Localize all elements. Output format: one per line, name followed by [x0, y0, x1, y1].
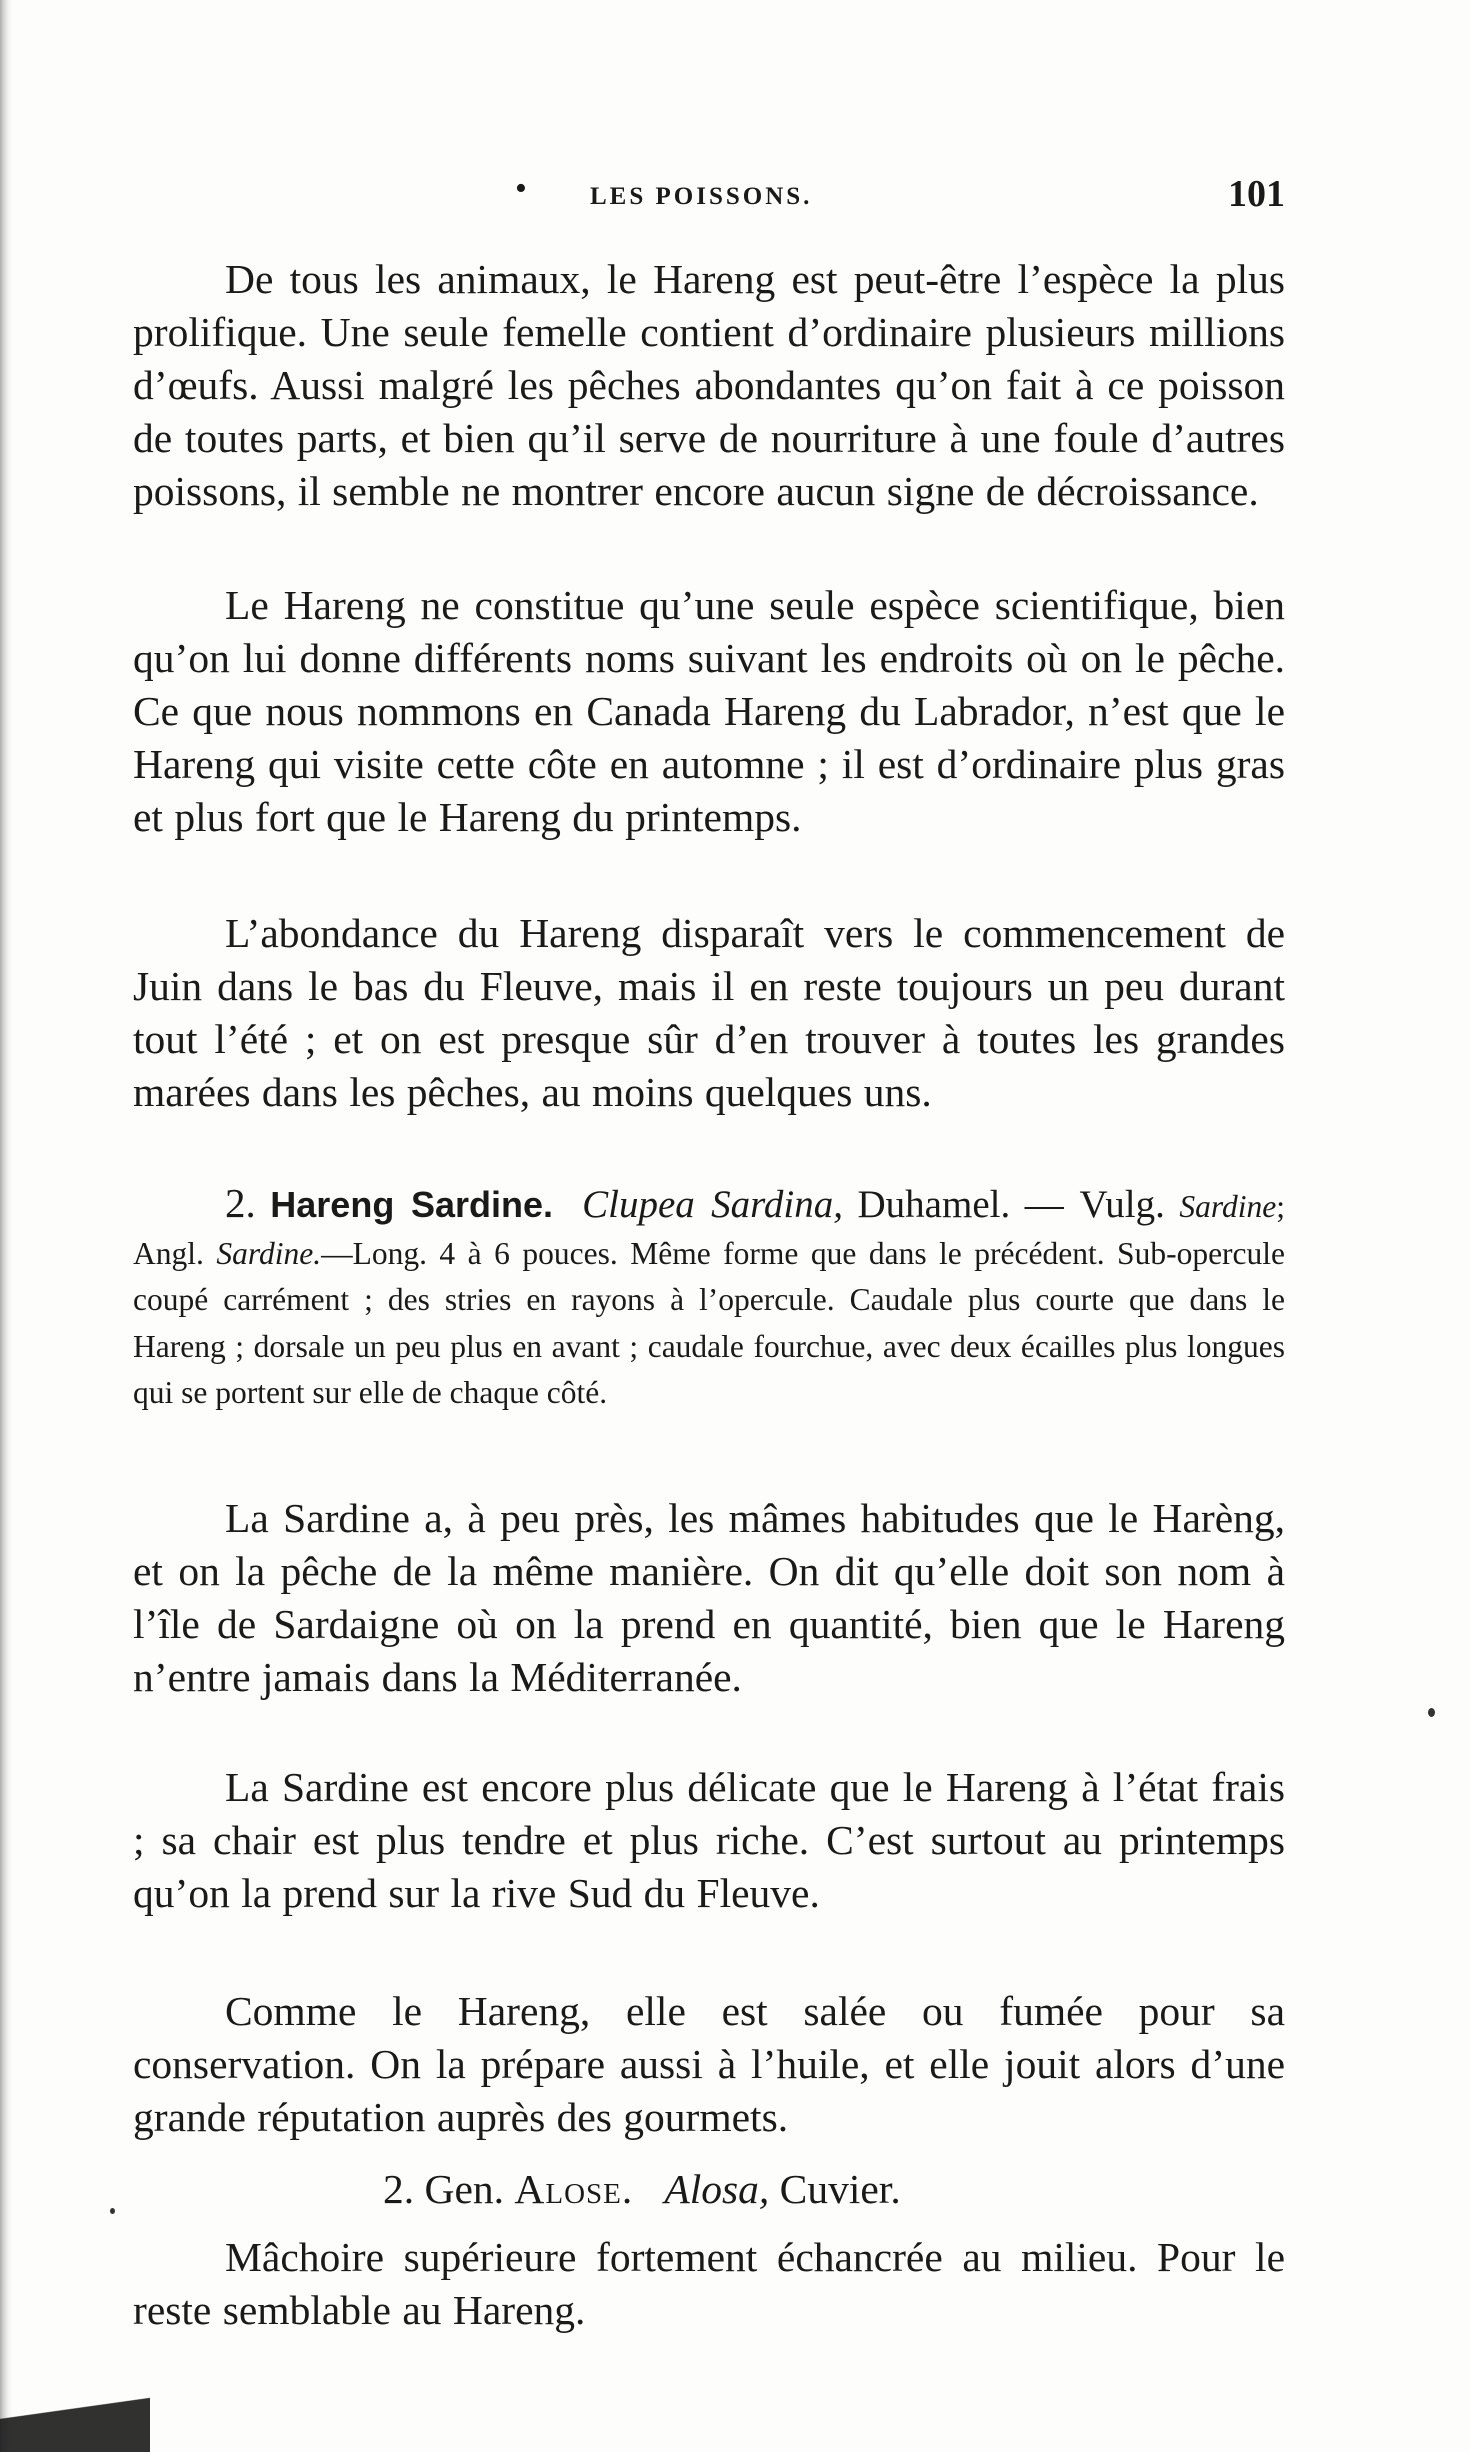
body-block-6 [133, 1985, 1285, 2144]
paragraph-herring-species: Le Hareng ne constitue qu’une seule espèce scientifique, bien qu’on lui donne différents noms suivant les endroits où on le pêche. Ce que nous nommons en Canada Hareng du Labrador, n’est que le Hareng qui visite cette côte en automne ; il est d’ordinaire plus gras et plus fort que le Hareng du printemps. [133, 582, 1285, 840]
body-block-1 [133, 253, 1285, 518]
body-block-4 [133, 1492, 1285, 1704]
ink-speck [1428, 1708, 1435, 1717]
vulgar-prefix: — Vulg. [1024, 1183, 1165, 1226]
genus-heading-alose [133, 2163, 1285, 2216]
paragraph-sardine-delicate: La Sardine est encore plus délicate que le Hareng à l’état frais ; sa chair est plus tendre et plus riche. C’est surtout au printemps qu’on la prend sur la rive Sud du Fleuve. [133, 1764, 1285, 1916]
vulgar-name: Sardine [1179, 1189, 1277, 1224]
paragraph-alose-description: Mâchoire supérieure fortement échancrée au milieu. Pour le reste semblable au Hareng. [133, 2234, 1285, 2333]
english-prefix: ; Angl. [133, 1189, 1285, 1271]
species-entry-block [133, 1180, 1285, 1417]
header-bullet: • [515, 170, 527, 207]
page-number: 101 [1228, 173, 1285, 215]
body-block-2 [133, 579, 1285, 844]
genus-heading-block [133, 2163, 1285, 2216]
genus-latin-name: Alosa, [664, 2166, 770, 2212]
paragraph-sardine-conservation: Comme le Hareng, elle est salée ou fumée pour sa conservation. On la prépare aussi à l’huile, et elle jouit alors d’une grande réputation auprès des gourmets. [133, 1988, 1285, 2140]
scan-edge-shadow [0, 0, 12, 2452]
genus-number: 2. Gen. [383, 2166, 505, 2212]
scan-corner-shadow [0, 2382, 150, 2452]
genus-name: Alose. [514, 2166, 634, 2212]
paragraph-herring-abundance: L’abondance du Hareng disparaît vers le commencement de Juin dans le bas du Fleuve, mais il en reste toujours un peu durant tout l’été ; et on est presque sûr d’en trouver à toutes les grandes marées dans les pêches, au moins quelques uns. [133, 910, 1285, 1115]
species-entry-sardine [133, 1180, 1285, 1417]
genus-authority: Cuvier. [779, 2166, 901, 2212]
species-latin-name: Clupea Sardina, [582, 1183, 843, 1226]
body-block-7 [133, 2231, 1285, 2337]
species-description: —Long. 4 à 6 pouces. Même forme que dans le précédent. Sub-opercule coupé carrément ; des stries en rayons à l’opercule. Caudale plus courte que dans le Hareng ; dorsale un peu plus en avant ; caudale fourchue, avec deux écailles plus longues qui se portent sur elle de chaque côté. [133, 1235, 1286, 1410]
english-name: Sardine. [216, 1235, 322, 1271]
running-head [130, 172, 1285, 222]
running-title: LES POISSONS. [590, 183, 813, 210]
body-block-5 [133, 1761, 1285, 1920]
species-name: Hareng Sardine. [270, 1184, 554, 1225]
species-authority: Duhamel. [857, 1183, 1011, 1226]
ink-speck [110, 2208, 115, 2214]
species-number: 2. [225, 1180, 256, 1226]
body-block-3 [133, 907, 1285, 1119]
paragraph-sardine-habits: La Sardine a, à peu près, les mâmes habitudes que le Harèng, et on la pêche de la même manière. On dit qu’elle doit son nom à l’île de Sardaigne où on la prend en quantité, bien que le Hareng n’entre jamais dans la Méditerranée. [133, 1495, 1285, 1700]
paragraph-herring-prolific: De tous les animaux, le Hareng est peut-être l’espèce la plus prolifique. Une seule femelle contient d’ordinaire plusieurs millions d’œufs. Aussi malgré les pêches abondantes qu’on fait à ce poisson de toutes parts, et bien qu’il serve de nourriture à une foule d’autres poissons, il semble ne montrer encore aucun signe de décroissance. [133, 256, 1285, 514]
